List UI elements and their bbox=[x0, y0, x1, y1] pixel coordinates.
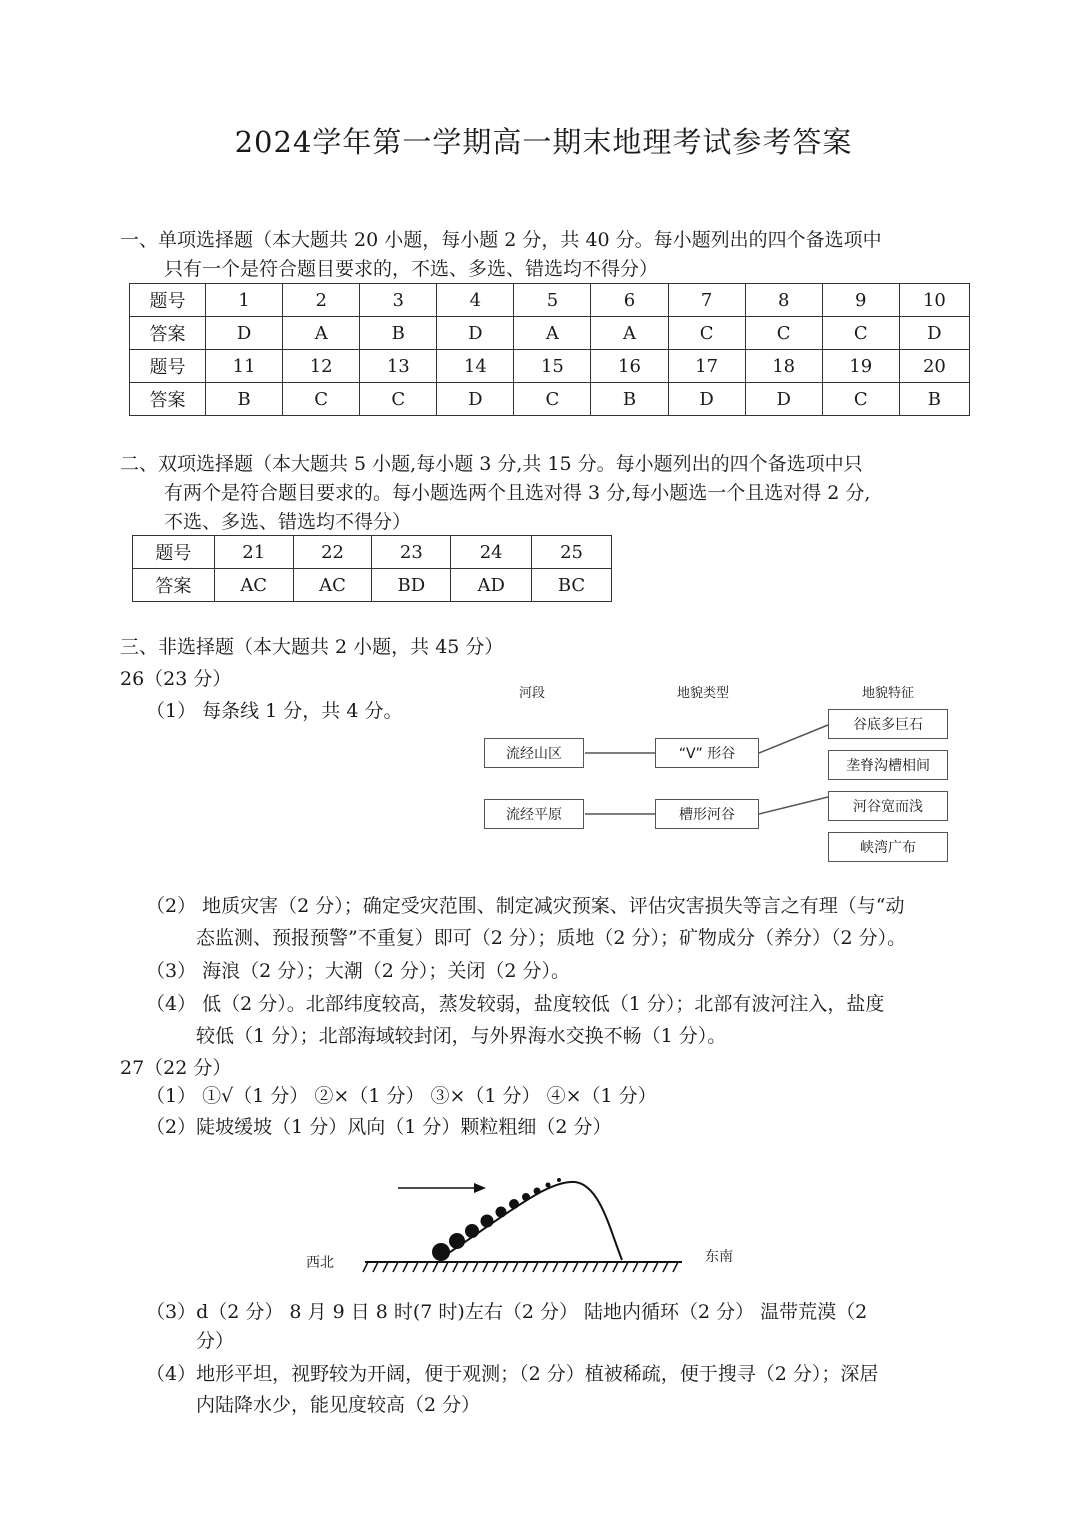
table-row bbox=[133, 569, 612, 602]
row-label: 题号 bbox=[130, 284, 206, 317]
table-row bbox=[133, 536, 612, 569]
answer-cell: D bbox=[668, 383, 745, 416]
dune-diagram bbox=[360, 1160, 690, 1280]
answer-cell: C bbox=[745, 317, 822, 350]
table-row bbox=[130, 317, 970, 350]
q27-part1: （1） ①√（1 分） ②×（1 分） ③×（1 分） ④×（1 分） bbox=[146, 1085, 657, 1107]
answer-cell: D bbox=[745, 383, 822, 416]
sand-grain bbox=[522, 1193, 530, 1201]
diagram-box-mountain: 流经山区 bbox=[484, 738, 584, 768]
answer-cell: AC bbox=[214, 569, 293, 602]
question-number: 22 bbox=[293, 536, 372, 569]
question-number: 19 bbox=[822, 350, 899, 383]
q26-part1: （1） 每条线 1 分，共 4 分。 bbox=[146, 700, 403, 722]
answer-cell: B bbox=[899, 383, 969, 416]
q26-part4-line2: 较低（1 分）；北部海域较封闭，与外界海水交换不畅（1 分）。 bbox=[196, 1025, 727, 1047]
answer-cell: D bbox=[437, 383, 514, 416]
sand-grain bbox=[465, 1224, 479, 1238]
question-number: 17 bbox=[668, 350, 745, 383]
answer-cell: D bbox=[437, 317, 514, 350]
answer-cell: A bbox=[514, 317, 591, 350]
answer-cell: B bbox=[360, 317, 437, 350]
table-row bbox=[130, 284, 970, 317]
answer-cell: B bbox=[591, 383, 668, 416]
question-number: 9 bbox=[822, 284, 899, 317]
question-number: 12 bbox=[283, 350, 360, 383]
diagram-head-section: 河段 bbox=[519, 686, 546, 701]
sand-grain bbox=[509, 1199, 519, 1209]
answer-cell: AD bbox=[451, 569, 532, 602]
row-label: 答案 bbox=[130, 383, 206, 416]
q27-part2: （2）陡坡缓坡（1 分）风向（1 分）颗粒粗细（2 分） bbox=[146, 1116, 612, 1138]
question-number: 5 bbox=[514, 284, 591, 317]
question-number: 18 bbox=[745, 350, 822, 383]
diagram-box-v-valley: “V” 形谷 bbox=[655, 738, 759, 768]
sand-grain bbox=[449, 1233, 465, 1249]
question-number: 13 bbox=[360, 350, 437, 383]
question-number: 1 bbox=[206, 284, 283, 317]
ground-hatching bbox=[363, 1262, 678, 1272]
answer-cell: B bbox=[206, 383, 283, 416]
row-label: 答案 bbox=[130, 317, 206, 350]
sand-grain bbox=[557, 1178, 561, 1182]
q27-header: 27（22 分） bbox=[120, 1057, 232, 1079]
answer-cell: BC bbox=[532, 569, 612, 602]
row-label: 题号 bbox=[130, 350, 206, 383]
answer-cell: AC bbox=[293, 569, 372, 602]
question-number: 10 bbox=[899, 284, 969, 317]
answer-cell: C bbox=[283, 383, 360, 416]
answer-cell: C bbox=[514, 383, 591, 416]
question-number: 21 bbox=[214, 536, 293, 569]
question-number: 16 bbox=[591, 350, 668, 383]
diagram-box-plain: 流经平原 bbox=[484, 799, 584, 829]
q27-part3-line1: （3）d（2 分） 8 月 9 日 8 时(7 时)左右（2 分） 陆地内循环（2 分） 温带荒漠（2 bbox=[146, 1301, 868, 1323]
q26-header: 26（23 分） bbox=[120, 668, 232, 690]
diagram-box-feature-4: 峡湾广布 bbox=[828, 832, 948, 862]
q27-part4-line2: 内陆降水少，能见度较高（2 分） bbox=[196, 1394, 481, 1416]
sand-grain bbox=[546, 1183, 551, 1188]
q26-part4-line1: （4） 低（2 分）。北部纬度较高，蒸发较弱，盐度较低（1 分）；北部有波河注入，盐度 bbox=[146, 993, 885, 1015]
question-number: 14 bbox=[437, 350, 514, 383]
section1-heading-line2: 只有一个是符合题目要求的，不选、多选、错选均不得分） bbox=[164, 258, 659, 280]
answer-cell: C bbox=[822, 317, 899, 350]
question-number: 11 bbox=[206, 350, 283, 383]
section2-heading-line1: 二、双项选择题（本大题共 5 小题,每小题 3 分,共 15 分。每小题列出的四个备选项中只 bbox=[120, 453, 863, 475]
question-number: 15 bbox=[514, 350, 591, 383]
q26-part2-line2: 态监测、预报预警”不重复）即可（2 分）；质地（2 分）；矿物成分（养分）（2 分）。 bbox=[196, 927, 907, 949]
answer-cell: C bbox=[360, 383, 437, 416]
answer-cell: C bbox=[668, 317, 745, 350]
section1-heading-line1: 一、单项选择题（本大题共 20 小题，每小题 2 分，共 40 分。每小题列出的四个备选项中 bbox=[120, 229, 882, 251]
dune-label-southeast: 东南 bbox=[705, 1249, 733, 1265]
single-choice-answer-table bbox=[129, 283, 970, 416]
question-number: 20 bbox=[899, 350, 969, 383]
page-title: 2024学年第一学期高一期末地理考试参考答案 bbox=[234, 125, 853, 159]
double-choice-answer-table bbox=[132, 535, 612, 602]
answer-cell: D bbox=[206, 317, 283, 350]
question-number: 3 bbox=[360, 284, 437, 317]
answer-cell: A bbox=[591, 317, 668, 350]
question-number: 25 bbox=[532, 536, 612, 569]
sand-grain bbox=[432, 1243, 450, 1261]
section2-heading-line2: 有两个是符合题目要求的。每小题选两个且选对得 3 分,每小题选一个且选对得 2 分, bbox=[164, 482, 871, 504]
question-number: 23 bbox=[372, 536, 451, 569]
question-number: 24 bbox=[451, 536, 532, 569]
diagram-box-feature-1: 谷底多巨石 bbox=[828, 709, 948, 739]
answer-cell: D bbox=[899, 317, 969, 350]
q26-part3: （3） 海浪（2 分）；大潮（2 分）；关闭（2 分）。 bbox=[146, 960, 571, 982]
question-number: 8 bbox=[745, 284, 822, 317]
table-row bbox=[130, 350, 970, 383]
row-label: 答案 bbox=[133, 569, 215, 602]
q26-part2-line1: （2） 地质灾害（2 分）；确定受灾范围、制定减灾预案、评估灾害损失等言之有理（与“动 bbox=[146, 895, 905, 917]
sand-grain bbox=[496, 1207, 507, 1218]
question-number: 4 bbox=[437, 284, 514, 317]
diagram-box-feature-2: 垄脊沟槽相间 bbox=[828, 750, 948, 780]
section3-heading: 三、非选择题（本大题共 2 小题，共 45 分） bbox=[120, 636, 504, 658]
dune-profile bbox=[438, 1182, 622, 1260]
diagram-head-feature: 地貌特征 bbox=[862, 686, 915, 701]
diagram-box-trough: 槽形河谷 bbox=[655, 799, 759, 829]
wind-arrowhead-icon bbox=[474, 1183, 486, 1193]
q27-part4-line1: （4）地形平坦，视野较为开阔，便于观测；（2 分）植被稀疏，便于搜寻（2 分）；深居 bbox=[146, 1363, 879, 1385]
diagram-head-type: 地貌类型 bbox=[677, 686, 730, 701]
question-number: 2 bbox=[283, 284, 360, 317]
sand-grain bbox=[534, 1188, 541, 1195]
diagram-box-feature-3: 河谷宽而浅 bbox=[828, 791, 948, 821]
row-label: 题号 bbox=[133, 536, 215, 569]
dune-label-northwest: 西北 bbox=[306, 1255, 334, 1271]
answer-cell: BD bbox=[372, 569, 451, 602]
question-number: 6 bbox=[591, 284, 668, 317]
question-number: 7 bbox=[668, 284, 745, 317]
table-row bbox=[130, 383, 970, 416]
q27-part3-line2: 分） bbox=[196, 1330, 235, 1352]
sand-grain bbox=[481, 1215, 494, 1228]
answer-cell: A bbox=[283, 317, 360, 350]
answer-cell: C bbox=[822, 383, 899, 416]
section2-heading-line3: 不选、多选、错选均不得分） bbox=[164, 511, 412, 533]
